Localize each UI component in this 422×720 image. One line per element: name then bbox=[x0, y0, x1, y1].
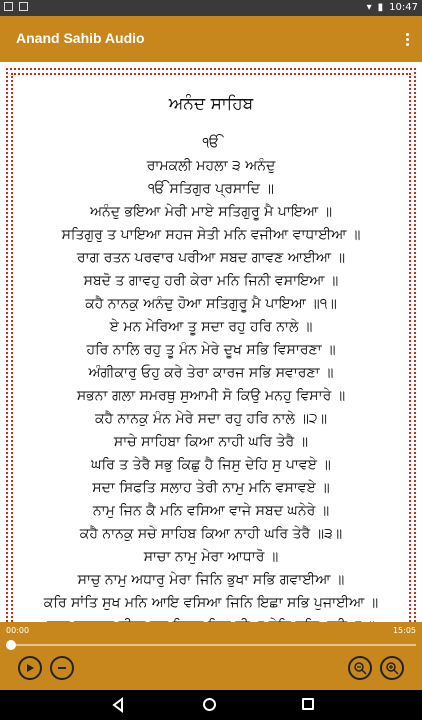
play-icon bbox=[25, 663, 35, 673]
verse-line: ਸਭਨਾ ਗਲਾ ਸਮਰਥੁ ਸੁਆਮੀ ਸੋ ਕਿਉ ਮਨਹੁ ਵਿਸਾਰੇ ॥ bbox=[76, 388, 346, 404]
notification-icon bbox=[4, 2, 13, 11]
verse-line: ਸਾਚੇ ਸਾਹਿਬਾ ਕਿਆ ਨਾਹੀ ਘਰਿ ਤੇਰੈ ॥ bbox=[113, 434, 309, 450]
battery-icon: ▮ bbox=[377, 2, 384, 13]
stop-button[interactable] bbox=[50, 656, 74, 680]
play-button[interactable] bbox=[18, 656, 42, 680]
audio-player bbox=[0, 622, 422, 690]
app-bar bbox=[0, 16, 422, 62]
verse-line: ਸਾਚੁ ਨਾਮੁ ਅਧਾਰੁ ਮੇਰਾ ਜਿਨਿ ਭੁਖਾ ਸਭਿ ਗਵਾਈਆ ॥ bbox=[77, 572, 345, 588]
elapsed-time: 00:00 bbox=[6, 626, 30, 635]
back-icon[interactable] bbox=[112, 698, 124, 712]
seek-bar[interactable] bbox=[8, 644, 416, 646]
verse-line: ਸਾਚਾ ਨਾਮੁ ਮੇਰਾ ਆਧਾਰੋ ॥ bbox=[143, 549, 279, 565]
verse-line: ਹਰਿ ਨਾਲਿ ਰਹੁ ਤੂ ਮੰਨ ਮੇਰੇ ਦੂਖ ਸਭਿ ਵਿਸਾਰਣਾ ॥ bbox=[86, 342, 336, 358]
verse-line: ਘਰਿ ਤ ਤੇਰੈ ਸਭੁ ਕਿਛੁ ਹੈ ਜਿਸੁ ਦੇਹਿ ਸੁ ਪਾਵਏ ॥ bbox=[91, 457, 331, 473]
verse-line: ਸਤਿਗੁਰੁ ਤ ਪਾਇਆ ਸਹਜ ਸੇਤੀ ਮਨਿ ਵਜੀਆ ਵਾਧਾਈਆ ॥ bbox=[61, 227, 361, 243]
verse-line: ਅੰਗੀਕਾਰੁ ਓਹੁ ਕਰੇ ਤੇਰਾ ਕਾਰਜ ਸਭਿ ਸਵਾਰਣਾ ॥ bbox=[88, 365, 334, 381]
status-bar bbox=[0, 0, 422, 16]
verse-list bbox=[0, 132, 422, 638]
zoom-in-button[interactable] bbox=[380, 656, 404, 680]
recents-icon[interactable] bbox=[302, 698, 314, 710]
verse-line: ਅਨੰਦੁ ਭਇਆ ਮੇਰੀ ਮਾਏ ਸਤਿਗੁਰੂ ਮੈ ਪਾਇਆ ॥ bbox=[89, 204, 333, 220]
verse-line: ਨਾਮੁ ਜਿਨ ਕੈ ਮਨਿ ਵਸਿਆ ਵਾਜੇ ਸਬਦ ਘਨੇਰੇ ॥ bbox=[92, 503, 330, 519]
verse-line: ਕਰਿ ਸਾਂਤਿ ਸੁਖ ਮਨਿ ਆਇ ਵਸਿਆ ਜਿਨਿ ਇਛਾ ਸਭਿ ਪੁਜਾਈਆ ॥ bbox=[43, 595, 379, 611]
zoom-out-button[interactable] bbox=[348, 656, 372, 680]
seek-thumb[interactable] bbox=[6, 640, 16, 650]
verse-line: ਕਹੈ ਨਾਨਕੁ ਅਨੰਦੁ ਹੋਆ ਸਤਿਗੁਰੂ ਮੈ ਪਾਇਆ ॥੧॥ bbox=[85, 296, 337, 312]
verse-line: ਰਾਗ ਰਤਨ ਪਰਵਾਰ ਪਰੀਆ ਸਬਦ ਗਾਵਣ ਆਈਆ ॥ bbox=[76, 250, 346, 266]
wifi-icon: ▾ bbox=[366, 2, 372, 13]
page-title: ਅਨੰਦ ਸਾਹਿਬ bbox=[168, 94, 254, 114]
text-view[interactable] bbox=[0, 62, 422, 622]
zoom-out-icon bbox=[353, 661, 367, 675]
total-duration: 15:05 bbox=[392, 626, 416, 635]
app-title: Anand Sahib Audio bbox=[16, 30, 145, 46]
zoom-in-icon bbox=[385, 661, 399, 675]
home-icon[interactable] bbox=[203, 698, 216, 711]
verse-line: ਏ ਮਨ ਮੇਰਿਆ ਤੂ ਸਦਾ ਰਹੁ ਹਰਿ ਨਾਲੇ ॥ bbox=[109, 319, 313, 335]
verse-line: ਰਾਮਕਲੀ ਮਹਲਾ ੩ ਅਨੰਦੁ bbox=[146, 158, 276, 174]
image-notification-icon bbox=[19, 2, 28, 11]
verse-line: ਸਬਦੋ ਤ ਗਾਵਹੁ ਹਰੀ ਕੇਰਾ ਮਨਿ ਜਿਨੀ ਵਸਾਇਆ ॥ bbox=[83, 273, 339, 289]
status-time: 10:47 bbox=[389, 2, 418, 13]
verse-line: ੴ ਸਤਿਗੁਰ ਪ੍ਰਸਾਦਿ ॥ bbox=[148, 181, 274, 197]
verse-line: ਕਹੈ ਨਾਨਕੁ ਮੰਨ ਮੇਰੇ ਸਦਾ ਰਹੁ ਹਰਿ ਨਾਲੇ ॥੨॥ bbox=[94, 411, 328, 427]
verse-line: ੴ bbox=[202, 135, 220, 151]
navigation-bar bbox=[0, 690, 422, 720]
overflow-menu-icon[interactable] bbox=[400, 28, 414, 50]
verse-line: ਸਦਾ ਸਿਫਤਿ ਸਲਾਹ ਤੇਰੀ ਨਾਮੁ ਮਨਿ ਵਸਾਵਏ ॥ bbox=[92, 480, 330, 496]
verse-line: ਕਹੈ ਨਾਨਕੁ ਸਚੇ ਸਾਹਿਬ ਕਿਆ ਨਾਹੀ ਘਰਿ ਤੇਰੈ ॥੩॥ bbox=[79, 526, 343, 542]
minus-icon bbox=[57, 663, 67, 673]
